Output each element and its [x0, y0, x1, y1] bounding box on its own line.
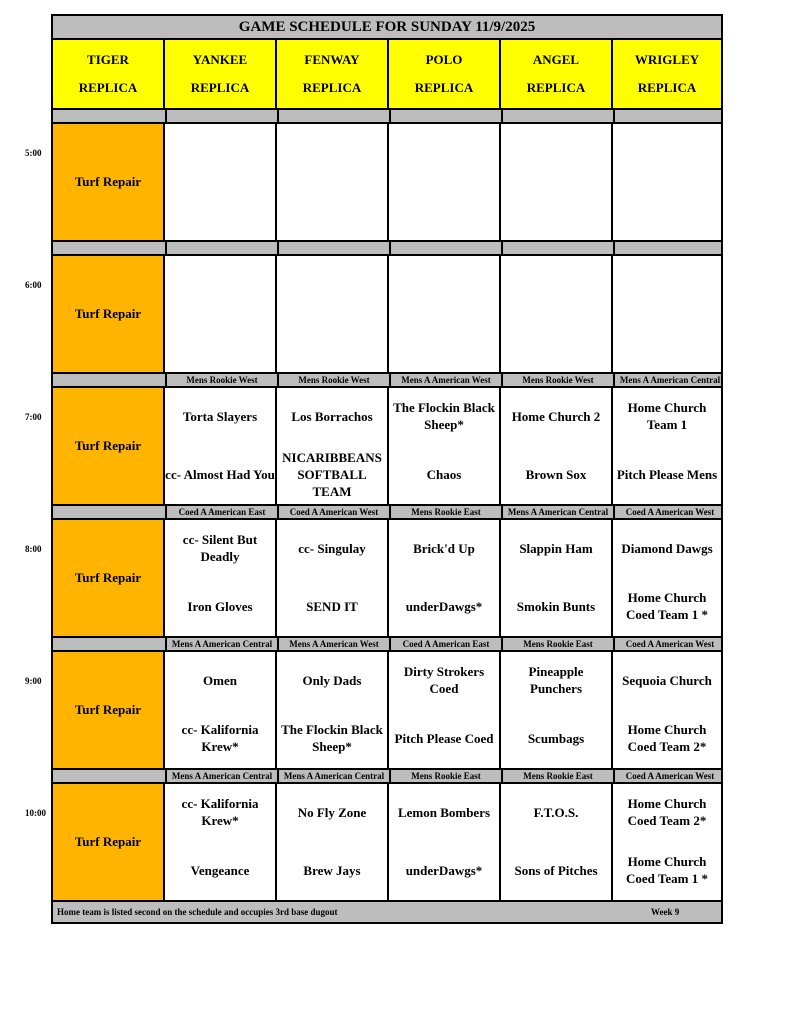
home-team: Pitch Please Mens: [616, 466, 718, 482]
game-cell: [389, 124, 501, 240]
home-team: Brew Jays: [303, 862, 361, 878]
game-cell: [613, 520, 721, 636]
away-team: cc- Singulay: [298, 540, 366, 556]
away-team: [613, 262, 721, 306]
home-team: Home Church Coed Team 1 *: [626, 854, 708, 886]
game-cell: [389, 388, 501, 504]
turf-repair-cell: Turf Repair: [53, 388, 165, 504]
division-label: Mens A American Central: [165, 638, 277, 650]
home-team: [613, 320, 721, 364]
time-label: 5:00: [25, 148, 42, 158]
schedule-footer: [53, 900, 721, 922]
division-label: Mens Rookie East: [501, 770, 613, 782]
game-cell: [277, 652, 389, 768]
field-header-fenway: [277, 40, 389, 108]
game-cell: [613, 784, 721, 900]
division-label: Mens A American West: [277, 638, 389, 650]
home-team: Home Church Coed Team 2*: [627, 722, 707, 754]
division-band: [53, 636, 721, 652]
home-team: SEND IT: [306, 598, 358, 614]
away-team: [165, 262, 275, 306]
away-team: F.T.O.S.: [533, 804, 579, 820]
home-team: [501, 320, 611, 364]
division-label: [501, 242, 613, 254]
home-team: cc- Almost Had You: [165, 466, 275, 482]
division-band: [53, 108, 721, 124]
away-team: Sequoia Church: [622, 672, 712, 688]
home-team: [165, 320, 275, 364]
field-sub: REPLICA: [78, 80, 138, 95]
schedule-title: [53, 16, 721, 40]
division-label: Mens Rookie East: [501, 638, 613, 650]
division-label: Mens Rookie West: [501, 374, 613, 386]
division-label: Mens Rookie West: [277, 374, 389, 386]
home-team: cc- Kalifornia Krew*: [181, 722, 259, 754]
game-cell: [277, 784, 389, 900]
game-cell: [501, 520, 613, 636]
footer-note: Home team is listed second on the schedule and occupies 3rd base dugout: [57, 907, 338, 917]
division-label: Coed A American West: [613, 506, 725, 518]
home-team: Scumbags: [527, 730, 585, 746]
division-label: [389, 242, 501, 254]
game-cell: [165, 784, 277, 900]
division-band: [53, 240, 721, 256]
field-name: YANKEE: [192, 52, 248, 67]
division-label: [501, 110, 613, 122]
division-label: Mens Rookie East: [389, 506, 501, 518]
turf-repair-cell: Turf Repair: [53, 520, 165, 636]
field-sub: REPLICA: [190, 80, 250, 95]
field-header-wrigley: [613, 40, 721, 108]
division-label: Mens A American Central: [501, 506, 613, 518]
time-label: 8:00: [25, 544, 42, 554]
away-team: Slappin Ham: [519, 540, 593, 556]
division-label: [165, 110, 277, 122]
away-team: Diamond Dawgs: [621, 540, 713, 556]
field-name: TIGER: [87, 52, 129, 67]
home-team: [165, 188, 275, 232]
game-cell: [501, 388, 613, 504]
away-team: [389, 262, 499, 306]
home-team: Brown Sox: [525, 466, 587, 482]
division-label: [277, 242, 389, 254]
game-cell: [165, 652, 277, 768]
home-team: [501, 188, 611, 232]
away-team: Torta Slayers: [182, 408, 258, 424]
division-label: Mens A American West: [389, 374, 501, 386]
field-name: WRIGLEY: [634, 52, 700, 67]
field-header-angel: [501, 40, 613, 108]
home-team: The Flockin Black Sheep*: [281, 722, 383, 754]
field-name: POLO: [425, 52, 463, 67]
home-team: underDawgs*: [405, 862, 483, 878]
away-team: [501, 130, 611, 174]
away-team: Lemon Bombers: [397, 804, 491, 820]
home-team: Chaos: [426, 466, 462, 482]
game-cell: [613, 124, 721, 240]
field-sub: REPLICA: [637, 80, 697, 95]
turf-repair-cell: Turf Repair: [53, 784, 165, 900]
game-cell: [389, 652, 501, 768]
game-cell: [613, 388, 721, 504]
away-team: Only Dads: [302, 672, 362, 688]
home-team: [389, 320, 499, 364]
home-team: [613, 188, 721, 232]
time-label: 10:00: [25, 808, 46, 818]
division-band: [53, 768, 721, 784]
time-label: 7:00: [25, 412, 42, 422]
game-cell: [389, 784, 501, 900]
home-team: Pitch Please Coed: [394, 730, 494, 746]
division-label: Coed A American East: [389, 638, 501, 650]
game-cell: [613, 256, 721, 372]
footer-week: Week 9: [651, 907, 680, 917]
field-sub: REPLICA: [414, 80, 474, 95]
schedule-title-text: GAME SCHEDULE FOR SUNDAY 11/9/2025: [238, 18, 536, 35]
division-label: [613, 110, 725, 122]
home-team: Iron Gloves: [187, 598, 253, 614]
division-label: [277, 110, 389, 122]
division-label: Coed A American East: [165, 506, 277, 518]
home-team: Sons of Pitches: [514, 862, 598, 878]
turf-repair-cell: Turf Repair: [53, 124, 165, 240]
time-label: 9:00: [25, 676, 42, 686]
away-team: Dirty Strokers Coed: [403, 664, 485, 696]
away-team: [277, 130, 387, 174]
division-label: Mens Rookie East: [389, 770, 501, 782]
field-sub: REPLICA: [302, 80, 362, 95]
away-team: The Flockin Black Sheep*: [393, 400, 495, 432]
division-band: [53, 504, 721, 520]
game-cell: [277, 256, 389, 372]
division-band: [53, 372, 721, 388]
home-team: Smokin Bunts: [516, 598, 596, 614]
away-team: Pineapple Punchers: [528, 664, 584, 696]
field-name: ANGEL: [532, 52, 580, 67]
division-label: Coed A American West: [613, 638, 725, 650]
game-cell: [165, 520, 277, 636]
game-cell: [165, 256, 277, 372]
away-team: Los Borrachos: [291, 408, 373, 424]
field-header-tiger: [53, 40, 165, 108]
home-team: [389, 188, 499, 232]
division-label: Coed A American West: [277, 506, 389, 518]
division-label: Coed A American West: [613, 770, 725, 782]
division-label: Mens Rookie West: [165, 374, 277, 386]
away-team: [613, 130, 721, 174]
home-team: [277, 320, 387, 364]
game-cell: [165, 388, 277, 504]
division-label: [389, 110, 501, 122]
game-cell: [165, 124, 277, 240]
game-cell: [277, 520, 389, 636]
game-cell: [501, 652, 613, 768]
away-team: No Fly Zone: [297, 804, 367, 820]
game-cell: [613, 652, 721, 768]
schedule-table: [51, 14, 723, 924]
away-team: [165, 130, 275, 174]
game-cell: [389, 256, 501, 372]
away-team: cc- Silent But Deadly: [182, 532, 258, 564]
away-team: Omen: [203, 672, 237, 688]
game-cell: [501, 124, 613, 240]
away-team: Brick'd Up: [413, 540, 475, 556]
division-label: [613, 242, 725, 254]
game-cell: [501, 784, 613, 900]
game-cell: [501, 256, 613, 372]
division-label: Mens A American Central: [613, 374, 725, 386]
field-header-yankee: [165, 40, 277, 108]
away-team: [501, 262, 611, 306]
division-label: Mens A American Central: [277, 770, 389, 782]
home-team: [277, 188, 387, 232]
field-sub: REPLICA: [526, 80, 586, 95]
home-team: Home Church Coed Team 1 *: [626, 590, 708, 622]
division-label: Mens A American Central: [165, 770, 277, 782]
home-team: Vengeance: [190, 862, 250, 878]
home-team: NICARIBBEANS SOFTBALL TEAM: [282, 449, 382, 499]
turf-repair-cell: Turf Repair: [53, 652, 165, 768]
away-team: Home Church Team 1: [627, 400, 707, 432]
turf-repair-cell: Turf Repair: [53, 256, 165, 372]
home-team: underDawgs*: [405, 598, 483, 614]
away-team: [389, 130, 499, 174]
field-name: FENWAY: [304, 52, 360, 67]
away-team: Home Church 2: [511, 408, 601, 424]
away-team: cc- Kalifornia Krew*: [181, 796, 259, 828]
away-team: Home Church Coed Team 2*: [627, 796, 707, 828]
game-cell: [277, 388, 389, 504]
field-header-polo: [389, 40, 501, 108]
time-label: 6:00: [25, 280, 42, 290]
game-cell: [389, 520, 501, 636]
division-label: [165, 242, 277, 254]
away-team: [277, 262, 387, 306]
game-cell: [277, 124, 389, 240]
